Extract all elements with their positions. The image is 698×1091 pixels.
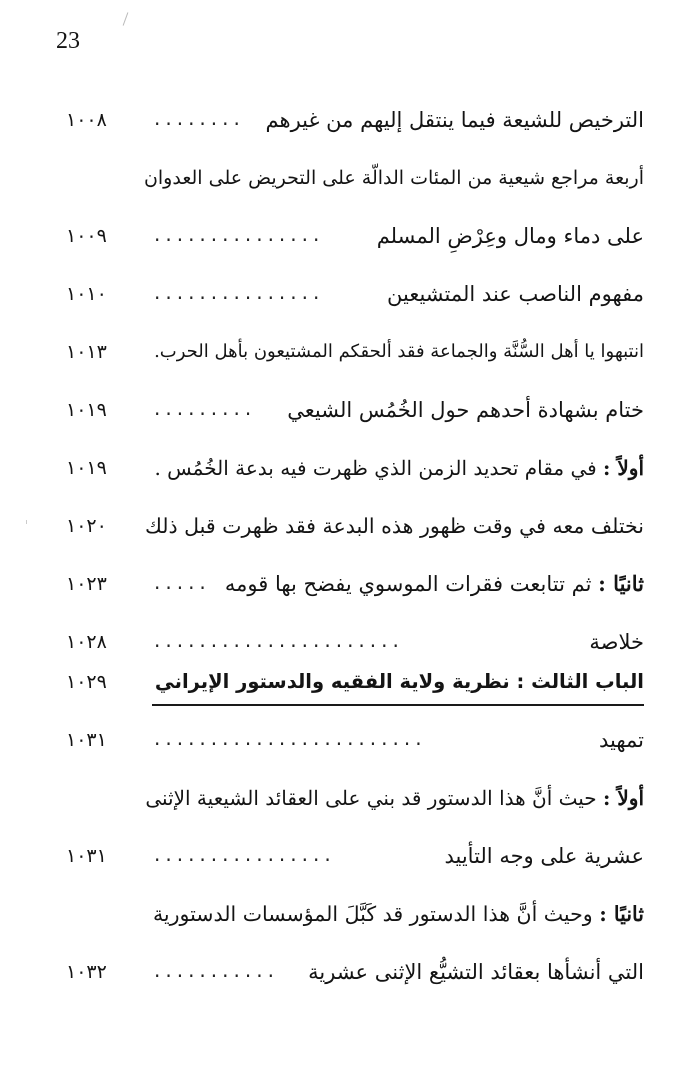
toc-entry-text: التي أنشأها بعقائد التشيُّع الإثنى عشرية <box>308 960 644 984</box>
toc-entry <box>66 952 644 992</box>
toc-entry-title <box>444 836 644 876</box>
page-number: 23 <box>56 28 80 54</box>
toc-entry-text: وحيث أنَّ هذا الدستور قد كَبَّلَ المؤسسات الدستورية <box>152 902 600 926</box>
toc-entry-title <box>589 622 644 662</box>
toc-entry-text: على دماء ومال وعِرْضِ المسلم <box>376 224 644 248</box>
toc-entry <box>66 622 644 662</box>
toc-heading-row <box>66 662 644 702</box>
toc-page-number: ١٠٢٣ <box>66 573 107 595</box>
toc-entry <box>66 390 644 430</box>
toc-entry-title <box>144 158 644 198</box>
toc-entry <box>66 332 644 372</box>
toc-entry-text: أربعة مراجع شيعية من المئات الدالّة على التحريض على العدوان <box>143 167 644 189</box>
toc-entry <box>66 506 644 546</box>
toc-entry-text: مفهوم الناصب عند المتشيعين <box>387 282 644 306</box>
toc-entry-title <box>153 894 644 934</box>
toc-page-number: ١٠١٣ <box>66 341 107 363</box>
toc-entry-text: تمهيد <box>598 728 644 752</box>
toc-entry-title <box>377 216 644 256</box>
toc-entry <box>66 158 644 198</box>
toc-entry-text: في مقام تحديد الزمن الذي ظهرت فيه بدعة الخُمُس . <box>154 456 604 480</box>
margin-mark <box>123 12 129 25</box>
toc-entry-title <box>387 274 644 314</box>
toc-entry <box>66 894 644 934</box>
toc-leader-dots: ...................... <box>154 628 404 652</box>
toc-page-number: ١٠٣١ <box>66 845 107 867</box>
toc-page-number: ١٠٢٩ <box>66 671 107 693</box>
toc-page-number: ١٠٣١ <box>66 729 107 751</box>
toc-page-number: ١٠١٩ <box>66 399 107 421</box>
toc-entry-text: ختام بشهادة أحدهم حول الخُمُس الشيعي <box>287 398 644 422</box>
toc-page-number: ١٠٠٩ <box>66 225 107 247</box>
toc-leader-dots: ........ <box>154 106 245 130</box>
toc-leader-dots: ........... <box>154 958 279 982</box>
toc-page-number: ١٠١٩ <box>66 457 107 479</box>
toc-entry <box>66 216 644 256</box>
toc-page-number: ١٠٣٢ <box>66 961 107 983</box>
toc-leader-dots: ............... <box>154 280 325 304</box>
toc-leader-dots: ................ <box>154 842 336 866</box>
toc-leader-dots: ..... <box>154 570 211 594</box>
toc-entry <box>66 448 644 488</box>
toc-page-number: ١٠٠٨ <box>66 109 107 131</box>
toc-entry-title <box>308 952 644 992</box>
toc-entry-title <box>266 100 644 140</box>
toc-entry <box>66 836 644 876</box>
toc-entry-text: عشرية على وجه التأييد <box>444 844 644 868</box>
toc-leader-dots: ......... <box>154 396 257 420</box>
toc-entry-title <box>155 662 644 702</box>
toc-leader-dots: ............... <box>154 222 325 246</box>
toc-entry-text: انتبهوا يا أهل السُّنَّة والجماعة فقد ألحقكم المشتيعون بأهل الحرب. <box>154 341 644 362</box>
toc-entry-title <box>154 448 644 488</box>
toc-page-number: ١٠١٠ <box>66 283 107 305</box>
toc-entry-title <box>154 332 644 372</box>
toc-entry-text: نختلف معه في وقت ظهور هذه البدعة فقد ظهرت قبل ذلك <box>144 514 644 538</box>
toc-entry <box>66 100 644 140</box>
margin-mark <box>26 520 27 524</box>
toc-entry-prefix: ثانيًا : <box>598 571 644 596</box>
toc-entry-title <box>599 720 644 760</box>
toc-entry-text: ثم تتابعت فقرات الموسوي يفضح بها قومه <box>224 572 599 596</box>
toc-entry-text: خلاصة <box>589 630 644 654</box>
toc-entry <box>66 274 644 314</box>
toc-entry <box>66 720 644 760</box>
toc-entry <box>66 564 644 604</box>
toc-entry-title <box>225 564 644 604</box>
toc-entry-text: حيث أنَّ هذا الدستور قد بني على العقائد الشيعية الإثنى <box>145 786 604 810</box>
toc-entry-title <box>145 506 644 546</box>
toc-page-number: ١٠٢٨ <box>66 631 107 653</box>
toc-entry-prefix: ثانيًا : <box>599 902 644 926</box>
toc-entry-title <box>145 778 644 818</box>
toc-entry-text: الترخيص للشيعة فيما ينتقل إليهم من غيرهم <box>265 108 644 132</box>
toc-entry-title <box>287 390 644 430</box>
toc-leader-dots: ........................ <box>154 726 427 750</box>
toc-entry-prefix: أولاً : <box>603 786 644 810</box>
toc-entry-prefix: أولاً : <box>603 456 644 480</box>
toc-entry-text: الباب الثالث : نظرية ولاية الفقيه والدستور الإيراني <box>154 670 644 693</box>
toc-entry <box>66 778 644 818</box>
heading-underline <box>152 704 644 706</box>
toc-page-number: ١٠٢٠ <box>66 515 107 537</box>
